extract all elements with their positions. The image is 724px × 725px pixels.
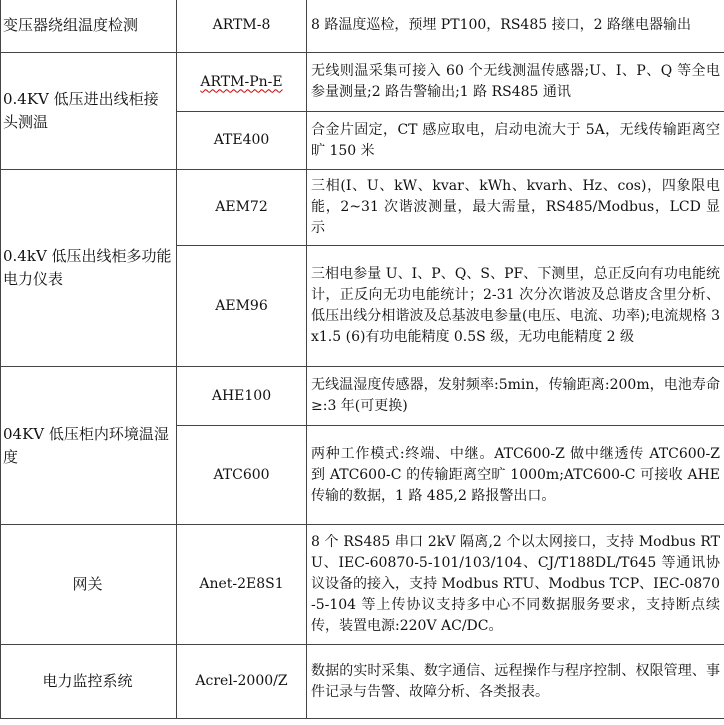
model-cell: ARTM-8 — [177, 0, 307, 53]
table-row — [1, 0, 724, 53]
model-cell: ATE400 — [177, 112, 307, 170]
description-cell: 无线温湿度传感器，发射频率:5min，传输距离:200m，电池寿命≥:3 年(可更换) — [307, 367, 724, 426]
category-cell: 0.4kV 低压出线柜多功能电力仪表 — [1, 170, 177, 367]
description-cell: 8 个 RS485 串口 2kV 隔离,2 个以太网接口，支持 Modbus RTU、IEC-60870-5-101/103/104、CJ/T188DL/T645 等通讯协议设备的接入，支持 Modbus RTU、Modbus TCP、IEC-0870-5-104 等上传协议支持多中心不同数据服务要求，支持断点续传，装置电源:220V AC/DC。 — [307, 525, 724, 645]
model-cell: AEM72 — [177, 170, 307, 246]
model-text: ARTM-Pn-E — [200, 73, 283, 90]
table-row — [1, 367, 724, 426]
table-row — [1, 525, 724, 645]
description-cell: 无线则温采集可接入 60 个无线测温传感器;U、I、P、Q 等全电参量测量;2 路告警输出;1 路 RS485 通讯 — [307, 53, 724, 112]
model-cell: Acrel-2000/Z — [177, 645, 307, 719]
model-cell: ATC600 — [177, 426, 307, 525]
model-cell: Anet-2E8S1 — [177, 525, 307, 645]
model-cell: AEM96 — [177, 246, 307, 367]
description-cell: 合金片固定，CT 感应取电，启动电流大于 5A，无线传输距离空旷 150 米 — [307, 112, 724, 170]
category-cell: 网关 — [1, 525, 177, 645]
description-cell: 三相电参量 U、I、P、Q、S、PF、下测里，总正反向有功电能统计，正反向无功电能统计；2-31 次分次谐波及总谐皮含里分析、低压出线分相谐波及总基波电参量(电压、电流、功率);电流规格 3x1.5 (6)有功电能精度 0.5S 级，无功电能精度 2 级 — [307, 246, 724, 367]
description-cell: 两种工作模式:终端、中继。ATC600-Z 做中继透传 ATC600-Z 到 ATC600-C 的传输距离空旷 1000m;ATC600-C 可接收 AHE 传输的数据，1 路 485,2 路报警出口。 — [307, 426, 724, 525]
model-cell — [177, 53, 307, 112]
table-row — [1, 53, 724, 112]
category-cell: 变压器绕组温度检测 — [1, 0, 177, 53]
description-cell: 三相(I、U、kW、kvar、kWh、kvarh、Hz、cos)，四象限电能，2~31 次谐波测量，最大需量，RS485/Modbus，LCD 显示 — [307, 170, 724, 246]
category-cell: 电力监控系统 — [1, 645, 177, 719]
category-cell: 0.4KV 低压进出线柜接头测温 — [1, 53, 177, 170]
table-row — [1, 170, 724, 246]
model-cell: AHE100 — [177, 367, 307, 426]
description-cell: 数据的实时采集、数字通信、远程操作与程序控制、权限管理、事件记录与告警、故障分析、各类报表。 — [307, 645, 724, 719]
description-cell: 8 路温度巡检，预埋 PT100，RS485 接口，2 路继电器输出 — [307, 0, 724, 53]
category-cell: 04KV 低压柜内环境温湿度 — [1, 367, 177, 525]
table-row — [1, 645, 724, 719]
